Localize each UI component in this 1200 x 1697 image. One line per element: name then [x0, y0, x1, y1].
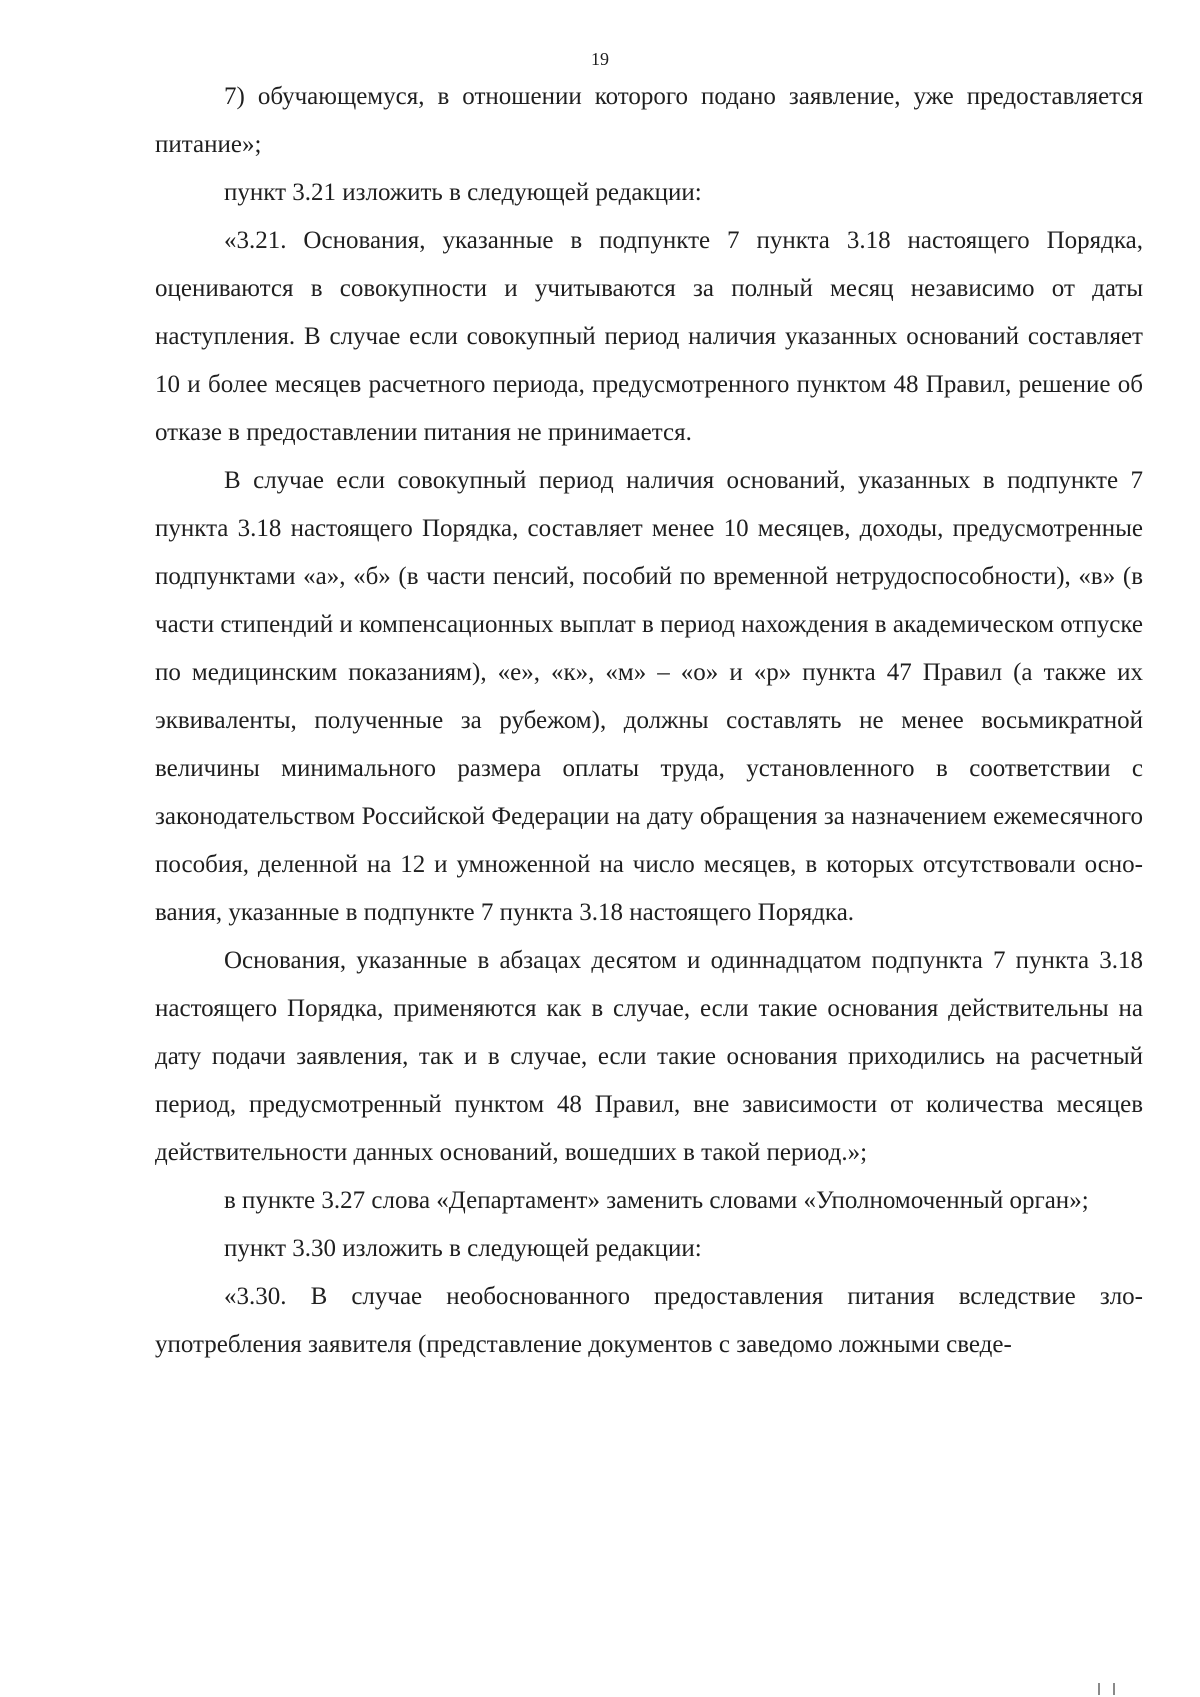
- paragraph-point-3-27: в пункте 3.27 слова «Департамент» заменить словами «Уполномоченный орган»;: [224, 1187, 1089, 1214]
- paragraph-income-conditions: В случае если совокупный период наличия оснований, указанных в подпункте 7 пункта 3.18 настоящего Порядка, составляет менее 10 месяцев, доходы, предусмотренные подпунктами «а», «б» (в части пенсий, пособий по временной нетрудоспособности), «в» (в части стипендий и компенсационных выплат в период нахождения в академическом отпуске по медицинским показаниям), «е», «к», «м» – «о» и «р» пункта 47 Правил (а также их эквиваленты, полученные за рубежом), должны составлять не менее восьмикратной величины минимального размера оплаты труда, установленного в соответствии с законодательством Российской Федерации на дату обращения за назначением ежемесячного пособия, деленной на 12 и умноженной на число месяцев, в которых отсутствовали основания, указанные в подпункте 7 пункта 3.18 настоящего Порядка.: [155, 467, 1143, 926]
- paragraph-point-3-21-intro: пункт 3.21 изложить в следующей редакции:: [224, 179, 702, 206]
- paragraph-point-3-30-intro: пункт 3.30 изложить в следующей редакции:: [224, 1235, 702, 1262]
- scan-mark: [1098, 1683, 1100, 1695]
- document-body: [155, 73, 1143, 1369]
- page-number: 19: [591, 49, 609, 69]
- paragraph-point-3-30-text: «3.30. В случае необоснованного предоставления питания вследствие злоупотребления заявителя (представление документов с заведомо ложными сведе-: [155, 1283, 1143, 1358]
- paragraph-point-3-21-text: «3.21. Основания, указанные в подпункте 7 пункта 3.18 настоящего Порядка, оцениваются в совокупности и учитываются за полный месяц независимо от даты наступления. В случае если совокупный период наличия указанных оснований составляет 10 и более месяцев расчетного периода, предусмотренного пунктом 48 Правил, решение об отказе в предоставлении питания не принимается.: [155, 227, 1143, 446]
- paragraph-grounds-application: Основания, указанные в абзацах десятом и одиннадцатом подпункта 7 пункта 3.18 настоящего Порядка, применяются как в случае, если такие основания действительны на дату подачи заявления, так и в случае, если такие основания приходились на расчетный период, предусмотренный пунктом 48 Правил, вне зависимости от количества месяцев действительности данных оснований, вошедших в такой период.»;: [155, 947, 1143, 1166]
- paragraph-item-7: 7) обучающемуся, в отношении которого подано заявление, уже предоставляется питание»;: [155, 83, 1143, 158]
- scan-mark: [1113, 1683, 1115, 1695]
